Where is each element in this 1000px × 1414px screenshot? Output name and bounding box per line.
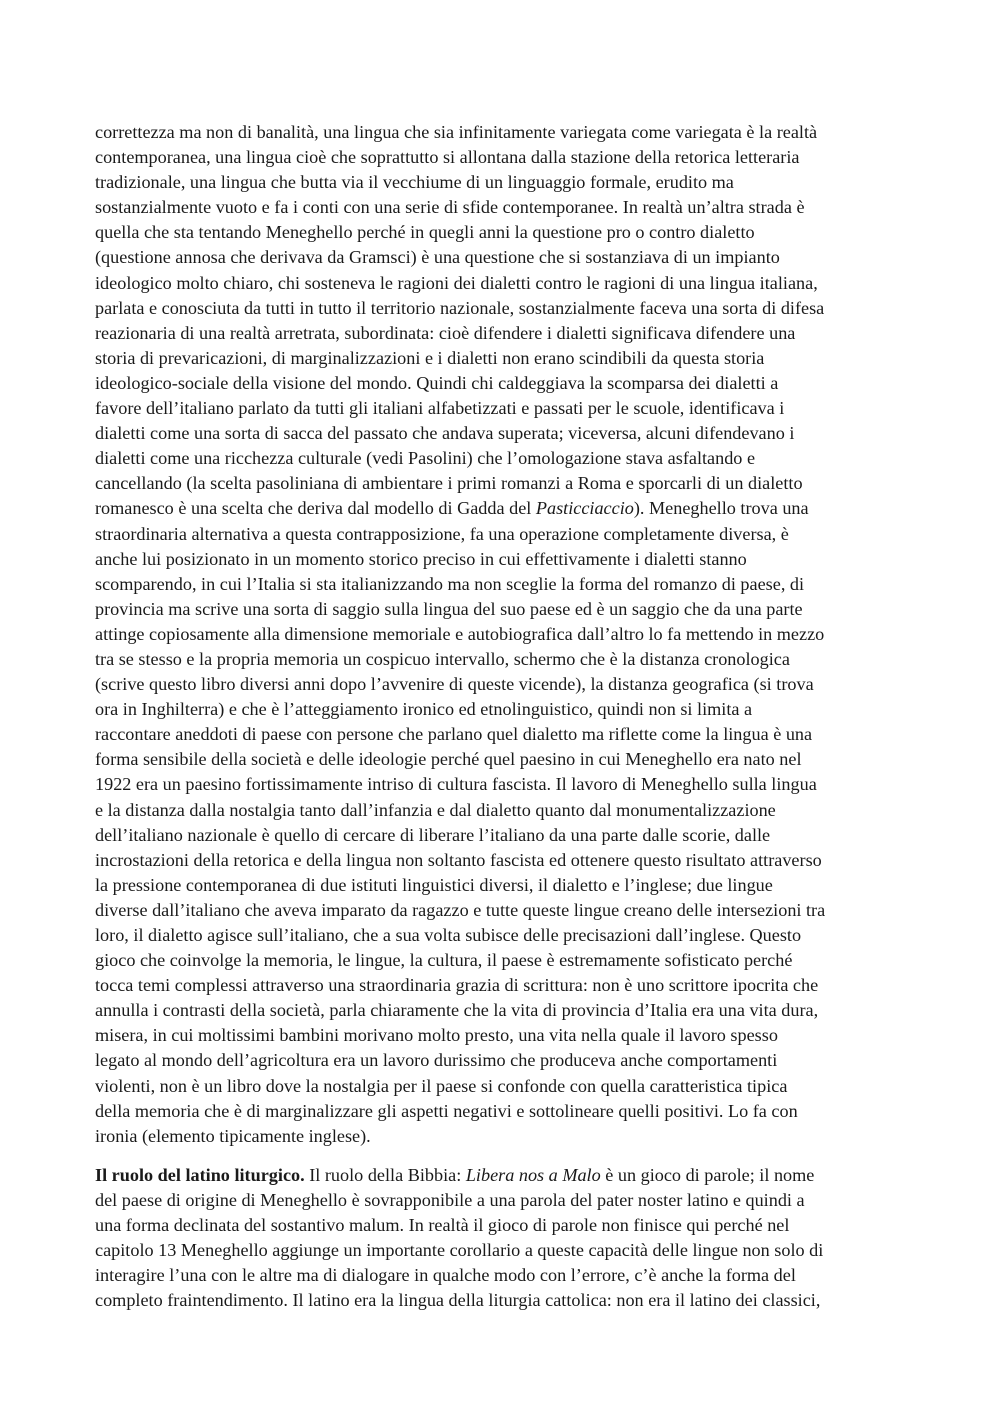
text-run: è un gioco di parole; il nome: [600, 1164, 815, 1185]
text-line: diverse dall’italiano che aveva imparato da ragazzo e tutte queste lingue creano delle intersezioni tra: [95, 899, 826, 920]
text-line: annulla i contrasti della società, parla chiaramente che la vita di provincia d’Italia era una vita dura,: [95, 1000, 819, 1021]
text-line: ideologico-sociale della visione del mondo. Quindi chi caldeggiava la scomparsa dei dialetti a: [95, 372, 779, 393]
text-line: (scrive questo libro diversi anni dopo l’avvenire di queste vicende), la distanza geografica (si trova: [95, 674, 814, 695]
text-line: provincia ma scrive una sorta di saggio sulla lingua del suo paese ed è un saggio che da una parte: [95, 598, 803, 619]
text-line: attinge copiosamente alla dimensione memoriale e autobiografica dall’altro lo fa mettendo in mezzo: [95, 623, 825, 644]
text-line: straordinaria alternativa a questa contrapposizione, fa una operazione completamente diversa, è: [95, 523, 789, 544]
text-line: la pressione contemporanea di due istituti linguistici diversi, il dialetto e l’inglese; due lingue: [95, 874, 773, 895]
text-line: contemporanea, una lingua cioè che soprattutto si allontana dalla stazione della retorica letteraria: [95, 147, 800, 168]
text-line: 1922 era un paesino fortissimamente intriso di cultura fascista. Il lavoro di Meneghello sulla lingua: [95, 774, 817, 795]
paragraph-dialects: [95, 120, 907, 1149]
text-line: e la distanza dalla nostalgia tanto dall’infanzia e dal dialetto quanto dal monumentalizzazione: [95, 799, 776, 820]
text-line: anche lui posizionato in un momento storico preciso in cui effettivamente i dialetti stanno: [95, 548, 747, 569]
section-heading: Il ruolo del latino liturgico.: [95, 1164, 305, 1185]
text-line: (questione annosa che derivava da Gramsci) è una questione che si sostanziava di un impianto: [95, 247, 780, 268]
text-line: cancellando (la scelta pasoliniana di ambientare i primi romanzi a Roma e sporcarli di un dialetto: [95, 473, 803, 494]
text-line: capitolo 13 Meneghello aggiunge un importante corollario a queste capacità delle lingue non solo di: [95, 1240, 824, 1261]
text-line: incrostazioni della retorica e della lingua non soltanto fascista ed ottenere questo risultato attraverso: [95, 849, 822, 870]
text-line: interagire l’una con le altre ma di dialogare in qualche modo con l’errore, c’è anche la forma del: [95, 1265, 796, 1286]
text-line: del paese di origine di Meneghello è sovrapponibile a una parola del pater noster latino e quindi a: [95, 1189, 805, 1210]
text-line-with-heading: [95, 1163, 907, 1188]
text-line: raccontare aneddoti di paese con persone che parlano quel dialetto ma riflette come la lingua è una: [95, 724, 813, 745]
text-line: sostanzialmente vuoto e fa i conti con una serie di sfide contemporanee. In realtà un’altra strada è: [95, 197, 805, 218]
book-title-pasticciaccio: Pasticciaccio: [535, 498, 634, 519]
text-line: dialetti come una sorta di sacca del passato che andava superata; viceversa, alcuni difendevano i: [95, 423, 795, 444]
text-line: tradizionale, una lingua che butta via il vecchiume di un linguaggio formale, erudito ma: [95, 172, 734, 193]
text-line: dialetti come una ricchezza culturale (vedi Pasolini) che l’omologazione stava asfaltando e: [95, 448, 756, 469]
text-line: parlata e conosciuta da tutti in tutto il territorio nazionale, sostanzialmente faceva una sorta di difesa: [95, 297, 825, 318]
text-line: quella che sta tentando Meneghello perché in quegli anni la questione pro o contro dialetto: [95, 222, 755, 243]
text-line: loro, il dialetto agisce sull’italiano, che a sua volta subisce delle precisazioni dall’inglese. Questo: [95, 925, 802, 945]
text-line: legato al mondo dell’agricoltura era un lavoro durissimo che produceva anche comportamenti: [95, 1050, 778, 1071]
text-line: gioco che coinvolge la memoria, le lingue, la cultura, il paese è estremamente sofisticato perché: [95, 950, 793, 971]
text-line: forma sensibile della società e delle ideologie perché quel paesino in cui Meneghello era nato nel: [95, 749, 802, 770]
text-line: tocca temi complessi attraverso una straordinaria grazia di scrittura: non è uno scrittore ipocrita che: [95, 975, 819, 996]
text-line: reazionaria di una realtà arretrata, subordinata: cioè difendere i dialetti significava difendere una: [95, 322, 796, 343]
text-line: dell’italiano nazionale è quello di cercare di liberare l’italiano da una parte dalle scorie, dalle: [95, 824, 771, 845]
text-line: storia di prevaricazioni, di marginalizzazioni e i dialetti non erano scindibili da questa storia: [95, 347, 765, 368]
text-line-with-title: [95, 496, 907, 521]
text-line: ora in Inghilterra) e che è l’atteggiamento ironico ed etnolinguistico, quindi non si limita a: [95, 699, 753, 720]
text-line: ideologico molto chiaro, chi sosteneva le ragioni dei dialetti contro le ragioni di una lingua italiana,: [95, 272, 818, 293]
text-run: Il ruolo della Bibbia:: [304, 1164, 466, 1185]
text-line: della memoria che è di marginalizzare gli aspetti negativi e sottolineare quelli positivi. Lo fa con: [95, 1100, 798, 1121]
text-line: favore dell’italiano parlato da tutti gli italiani alfabetizzati e passati per le scuole, identificava i: [95, 398, 785, 419]
text-line: scomparendo, in cui l’Italia si sta italianizzando ma non sceglie la forma del romanzo di paese, di: [95, 573, 805, 594]
text-run: ). Meneghello trova una: [633, 498, 809, 519]
document-page: [95, 120, 907, 1313]
text-line: tra se stesso e la propria memoria un cospicuo intervallo, schermo che è la distanza cronologica: [95, 648, 790, 669]
text-line: misera, in cui moltissimi bambini morivano molto presto, una vita nella quale il lavoro spesso: [95, 1025, 778, 1046]
paragraph-liturgical-latin: [95, 1163, 907, 1314]
text-line: violenti, non è un libro dove la nostalgia per il paese si confonde con quella caratteristica tipica: [95, 1075, 788, 1096]
text-line: una forma declinata del sostantivo malum. In realtà il gioco di parole non finisce qui perché nel: [95, 1215, 790, 1236]
text-line: ironia (elemento tipicamente inglese).: [95, 1125, 371, 1146]
text-line: correttezza ma non di banalità, una lingua che sia infinitamente variegata come variegata è la realtà: [95, 122, 818, 142]
text-line: completo fraintendimento. Il latino era la lingua della liturgia cattolica: non era il latino dei classici,: [95, 1290, 821, 1311]
text-run: romanesco è una scelta che deriva dal modello di Gadda del: [95, 498, 536, 519]
book-title-libera-nos-a-malo: Libera nos a Malo: [465, 1164, 601, 1185]
